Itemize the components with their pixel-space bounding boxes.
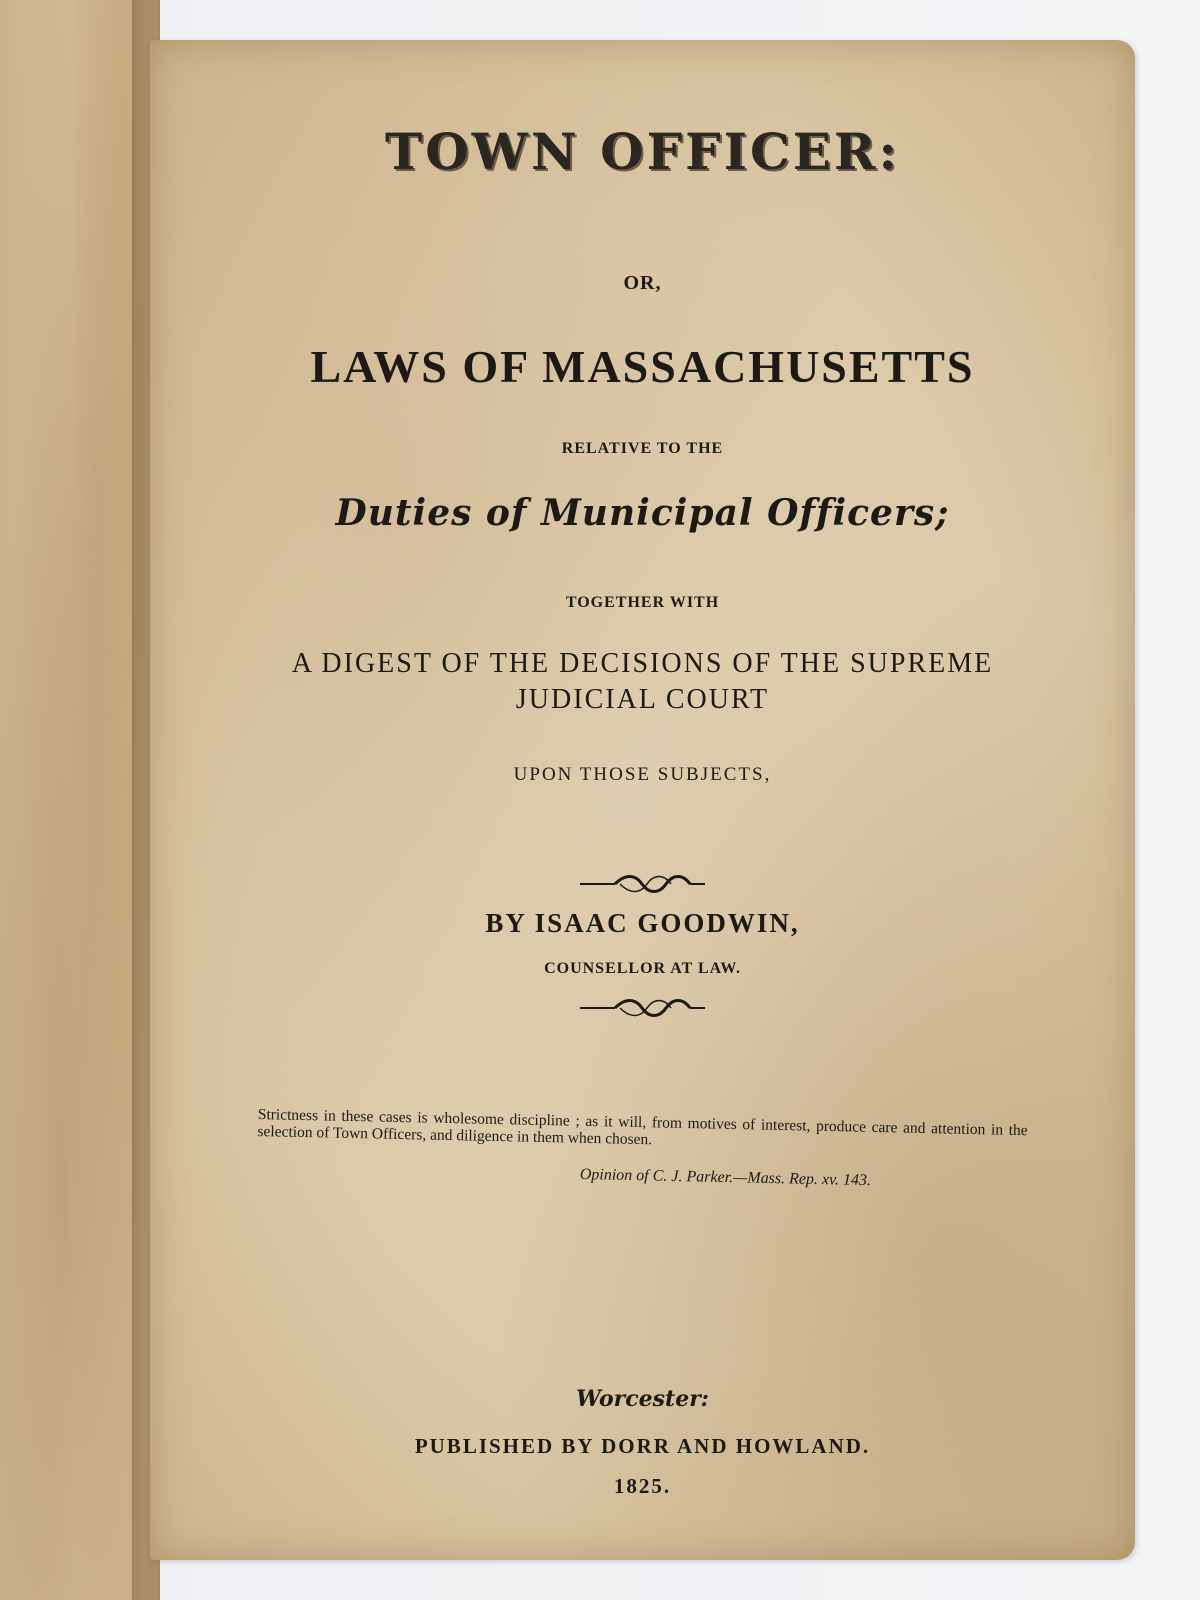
author-title: COUNSELLOR AT LAW. — [544, 960, 741, 977]
imprint-year: 1825. — [613, 1474, 672, 1498]
digest-line-1: A DIGEST OF THE DECISIONS OF THE SUPREME — [291, 648, 994, 679]
epigraph-quote: Strictness in these cases is wholesome discipline ; as it will, from motives of interest, produce care and attention in the selection of Town Officers, and diligence in them when chosen. — [257, 1106, 1028, 1149]
book-title: TOWN OFFICER: — [385, 122, 900, 181]
author-byline: BY ISAAC GOODWIN, — [485, 908, 800, 938]
laws-heading: LAWS OF MASSACHUSETTS — [310, 341, 975, 392]
upon-text: UPON THOSE SUBJECTS, — [513, 764, 772, 785]
ornament-rule-bottom — [150, 998, 1135, 1018]
or-text: OR, — [623, 272, 662, 294]
together-text: TOGETHER WITH — [565, 594, 720, 611]
imprint-publisher: PUBLISHED BY DORR AND HOWLAND. — [414, 1434, 871, 1458]
relative-text: RELATIVE TO THE — [561, 440, 724, 457]
title-page — [150, 40, 1135, 1560]
ornament-rule-top — [150, 874, 1135, 894]
digest-line-2: JUDICIAL COURT — [515, 684, 770, 715]
epigraph-attribution: Opinion of C. J. Parker.—Mass. Rep. xv. 143. — [579, 1166, 872, 1190]
imprint-place: Worcester: — [576, 1386, 709, 1412]
duties-heading: Duties of Municipal Officers; — [335, 492, 950, 534]
